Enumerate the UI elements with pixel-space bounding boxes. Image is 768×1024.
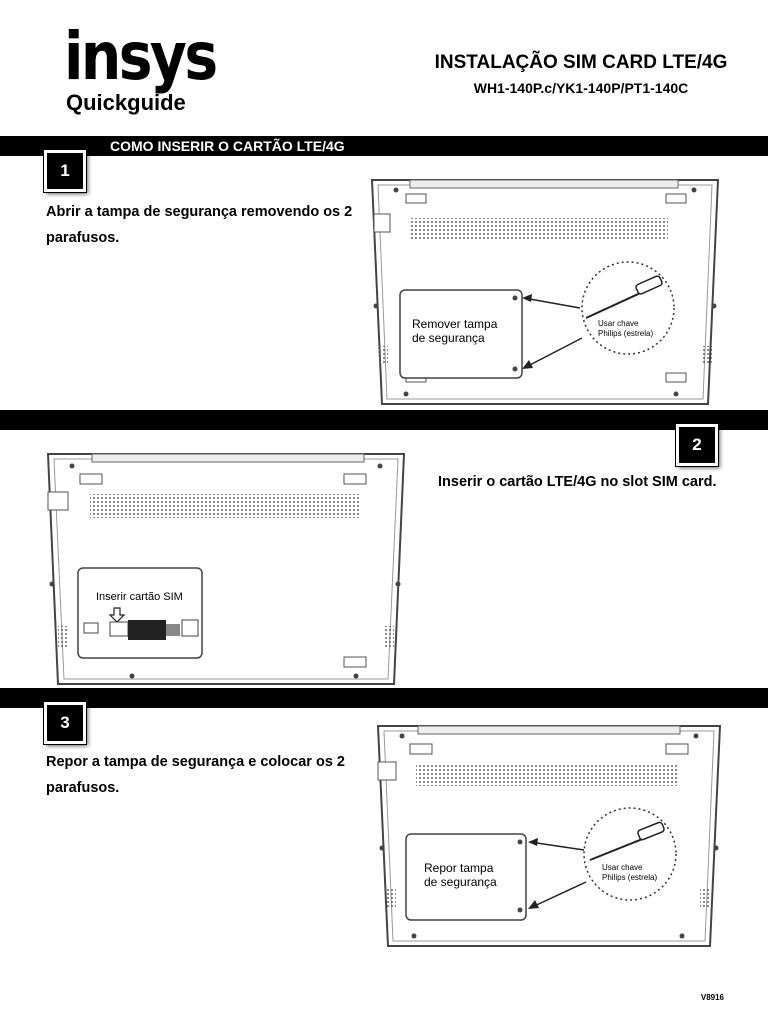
step-1-laptop-illustration [366, 176, 724, 410]
panel-label-1: Remover tampa [412, 317, 498, 331]
step-2-laptop-illustration [44, 452, 408, 686]
section-band-1 [0, 136, 768, 156]
page-title: INSTALAÇÃO SIM CARD LTE/4G [434, 52, 728, 73]
panel-label: Inserir cartão SIM [96, 591, 183, 603]
panel-label-2: de segurança [424, 875, 497, 889]
step-3-text: Repor a tampa de segurança e colocar os 2 parafusos. [46, 754, 345, 796]
version-code: V8916 [700, 993, 724, 1002]
tool-label-1: Usar chave [598, 319, 639, 328]
model-list: WH1-140P.c/YK1-140P/PT1-140C [473, 80, 689, 96]
step-3-badge: 3 [44, 702, 86, 744]
section-band-3 [0, 688, 768, 708]
step-3-laptop-illustration [374, 724, 724, 948]
step-1-text: Abrir a tampa de segurança removendo os 2 parafusos. [46, 204, 353, 246]
tool-label-2: Philips (estrela) [598, 329, 654, 338]
tool-label-1: Usar chave [602, 863, 643, 872]
quickguide-label: Quickguide [66, 90, 186, 115]
step-2-text: Inserir o cartão LTE/4G no slot SIM card. [438, 474, 717, 490]
tool-label-2: Philips (estrela) [602, 873, 658, 882]
section-band-2 [0, 410, 768, 430]
step-1-badge: 1 [44, 150, 86, 192]
brand-logo: insys [64, 18, 216, 95]
section-heading: COMO INSERIR O CARTÃO LTE/4G [110, 138, 345, 154]
panel-label-2: de segurança [412, 331, 485, 345]
panel-label-1: Repor tampa [424, 861, 494, 875]
step-2-badge: 2 [676, 424, 718, 466]
